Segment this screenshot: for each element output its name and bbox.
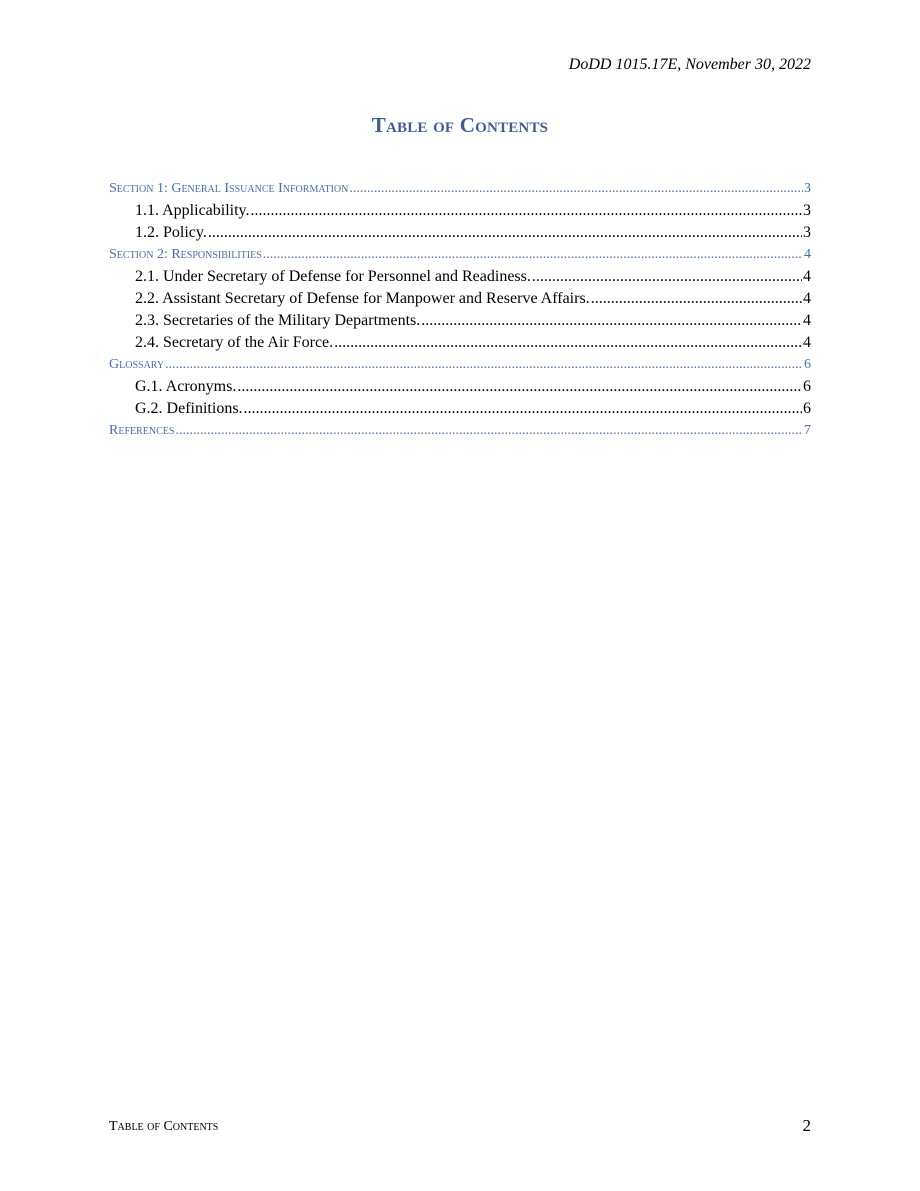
toc-row-label: G.1. Acronyms. — [135, 378, 237, 395]
toc-row-label: Glossary — [109, 357, 165, 372]
toc-leader-dots — [532, 266, 802, 288]
toc-row-label: 2.3. Secretaries of the Military Departments. — [135, 312, 421, 329]
toc-row-secretary-air-force[interactable] — [109, 332, 811, 354]
toc-row-section-2[interactable] — [109, 244, 811, 266]
toc-row-page: 6 — [803, 400, 811, 417]
toc-row-page: 4 — [803, 312, 811, 329]
toc-leader-dots — [591, 288, 802, 310]
toc-row-page: 3 — [804, 181, 811, 196]
footer-page-number: 2 — [802, 1116, 811, 1135]
toc-row-page: 6 — [804, 357, 811, 372]
toc-leader-dots — [208, 222, 802, 244]
toc-row-secretaries-military-departments[interactable] — [109, 310, 811, 332]
toc-leader-dots — [263, 244, 803, 266]
toc-row-glossary[interactable] — [109, 354, 811, 376]
toc-row-label: 1.2. Policy. — [135, 224, 207, 241]
toc-row-page: 3 — [803, 202, 811, 219]
toc-leader-dots — [349, 178, 803, 200]
toc-leader-dots — [421, 310, 802, 332]
toc-row-section-1[interactable] — [109, 178, 811, 200]
toc-row-page: 4 — [803, 268, 811, 285]
toc-row-page: 7 — [804, 423, 811, 438]
toc-row-label: Section 2: Responsibilities — [109, 247, 262, 262]
toc-row-page: 4 — [804, 247, 811, 262]
toc-title: Table of Contents — [371, 113, 549, 137]
toc-row-asd-mra[interactable] — [109, 288, 811, 310]
toc-row-acronyms[interactable] — [109, 376, 811, 398]
document-reference: DoDD 1015.17E, November 30, 2022 — [568, 56, 811, 73]
toc-row-label: 2.2. Assistant Secretary of Defense for Manpower and Reserve Affairs. — [135, 290, 590, 307]
toc-row-label: References — [109, 423, 175, 438]
toc-row-references[interactable] — [109, 420, 811, 442]
toc-leader-dots — [175, 420, 803, 442]
toc-leader-dots — [237, 376, 802, 398]
toc-leader-dots — [334, 332, 802, 354]
toc-leader-dots — [251, 200, 802, 222]
toc-row-policy[interactable] — [109, 222, 811, 244]
toc-row-label: G.2. Definitions. — [135, 400, 243, 417]
toc-row-definitions[interactable] — [109, 398, 811, 420]
toc-row-page: 4 — [803, 334, 811, 351]
toc-row-label: 1.1. Applicability. — [135, 202, 250, 219]
toc-row-page: 3 — [803, 224, 811, 241]
toc-row-label: Section 1: General Issuance Information — [109, 181, 349, 196]
footer-section-title: Table of Contents — [109, 1119, 219, 1134]
toc-row-applicability[interactable] — [109, 200, 811, 222]
toc-row-label: 2.4. Secretary of the Air Force. — [135, 334, 334, 351]
toc-leader-dots — [165, 354, 803, 376]
table-of-contents — [109, 178, 811, 442]
toc-row-label: 2.1. Under Secretary of Defense for Personnel and Readiness. — [135, 268, 531, 285]
toc-row-page: 6 — [803, 378, 811, 395]
toc-row-page: 4 — [803, 290, 811, 307]
toc-leader-dots — [244, 398, 802, 420]
toc-row-usd-pr[interactable] — [109, 266, 811, 288]
